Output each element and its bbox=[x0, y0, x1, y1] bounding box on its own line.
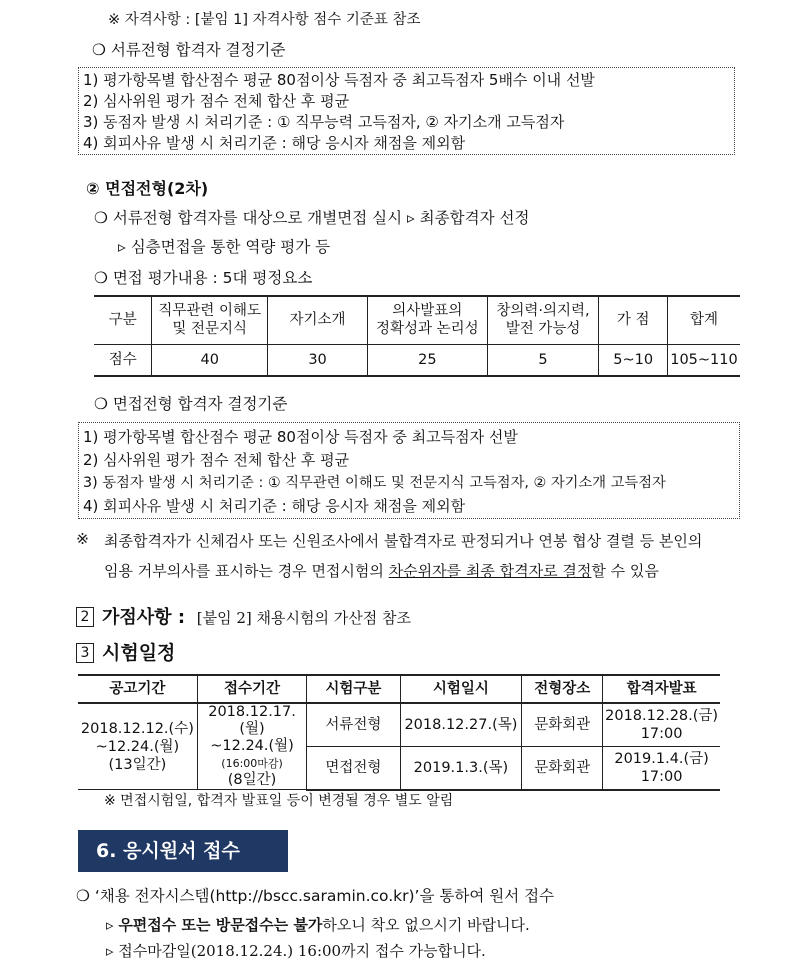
interview-line2: ▹ 심층면접을 통한 역량 평가 등 bbox=[118, 238, 331, 256]
eval-header-creativity: 창의력·의지력, 발전 가능성 bbox=[487, 296, 599, 344]
exam-type: 면접전형 bbox=[307, 746, 400, 789]
interview-criteria-heading: ❍ 면접전형 합격자 결정기준 bbox=[94, 395, 288, 413]
eval-cell: 105~110 bbox=[668, 344, 741, 376]
final-note-mark: ※ bbox=[76, 530, 89, 548]
interview-criteria-item: 1) 평가항목별 합산점수 평균 80점이상 득점자 중 최고득점자 선발 bbox=[83, 428, 518, 446]
doc-criteria-item: 4) 회피사유 발생 시 처리기준 : 해당 응시자 채점을 제외함 bbox=[83, 134, 466, 152]
schedule-table bbox=[78, 674, 720, 791]
interview-criteria-item: 2) 심사위원 평가 점수 전체 합산 후 평균 bbox=[83, 451, 350, 469]
schedule-header: 시험일시 bbox=[400, 675, 522, 703]
eval-header-label: 구분 bbox=[94, 296, 152, 344]
exam-place: 문화회관 bbox=[522, 703, 603, 746]
doc-criteria-box bbox=[78, 67, 735, 155]
interview-criteria-item: 4) 회피사유 발생 시 처리기준 : 해당 응시자 채점을 제외함 bbox=[83, 497, 466, 515]
schedule-header: 공고기간 bbox=[78, 675, 197, 703]
schedule-header: 합격자발표 bbox=[603, 675, 720, 703]
final-note-line1: 최종합격자가 신체검사 또는 신원조사에서 불합격자로 판정되거나 연봉 협상 결렬 등 본인의 bbox=[104, 532, 703, 550]
eval-header-bonus: 가 점 bbox=[599, 296, 668, 344]
doc-criteria-item: 3) 동점자 발생 시 처리기준 : ① 직무능력 고득점자, ② 자기소개 고득점자 bbox=[83, 113, 565, 131]
eval-cell: 40 bbox=[152, 344, 268, 376]
exam-place: 문화회관 bbox=[522, 746, 603, 789]
exam-date: 2019.1.3.(목) bbox=[400, 746, 522, 789]
receipt-period: 2018.12.17.(월) ~12.24.(월) (16:00마감) (8일간) bbox=[197, 703, 307, 790]
eval-cell: 25 bbox=[368, 344, 488, 376]
announcement: 2019.1.4.(금) 17:00 bbox=[603, 746, 720, 789]
schedule-section bbox=[76, 638, 175, 665]
section6-title: 6. 응시원서 접수 bbox=[78, 830, 288, 872]
eval-header-total: 합계 bbox=[668, 296, 741, 344]
eval-header-logic: 의사발표의 정확성과 논리성 bbox=[368, 296, 488, 344]
schedule-header: 전형장소 bbox=[522, 675, 603, 703]
eval-cell: 30 bbox=[268, 344, 368, 376]
final-note-line2: 임용 거부의사를 표시하는 경우 면접시험의 차순위자를 최종 합격자로 결정할 수 있음 bbox=[104, 562, 659, 580]
exam-date: 2018.12.27.(목) bbox=[400, 703, 522, 746]
eval-cell: 5 bbox=[487, 344, 599, 376]
bonus-desc: [붙임 2] 채용시험의 가산점 참조 bbox=[196, 609, 411, 627]
eval-row-label: 점수 bbox=[94, 344, 152, 376]
eval-header-intro: 자기소개 bbox=[268, 296, 368, 344]
interview-line1: ❍ 서류전형 합격자를 대상으로 개별면접 실시 ▹ 최종합격자 선정 bbox=[94, 209, 530, 227]
interview-eval-heading: ❍ 면접 평가내용 : 5대 평정요소 bbox=[94, 269, 313, 287]
interview-criteria-item: 3) 동점자 발생 시 처리기준 : ① 직무관련 이해도 및 전문지식 고득점자, ② 자기소개 고득점자 bbox=[83, 475, 666, 491]
bonus-section bbox=[76, 603, 411, 629]
bonus-title: 가점사항 : bbox=[102, 607, 186, 628]
notice-period: 2018.12.12.(수) ~12.24.(월) (13일간) bbox=[78, 703, 197, 790]
eval-header-knowledge: 직무관련 이해도 및 전문지식 bbox=[152, 296, 268, 344]
schedule-num: 3 bbox=[76, 643, 94, 663]
doc-criteria-item: 1) 평가항목별 합산점수 평균 80점이상 득점자 중 최고득점자 5배수 이내 선발 bbox=[83, 71, 595, 89]
doc-criteria-heading: ❍ 서류전형 합격자 결정기준 bbox=[92, 41, 286, 59]
interview-criteria-box bbox=[78, 422, 740, 519]
section6-line2: ▹ 우편접수 또는 방문접수는 불가하오니 착오 없으시기 바랍니다. bbox=[106, 916, 530, 934]
schedule-title: 시험일정 bbox=[102, 642, 176, 664]
section6-line3: ▹ 접수마감일(2018.12.24.) 16:00까지 접수 가능합니다. bbox=[106, 942, 486, 960]
qualification-note: ※ 자격사항 : [붙임 1] 자격사항 점수 기준표 참조 bbox=[108, 12, 421, 28]
announcement: 2018.12.28.(금) 17:00 bbox=[603, 703, 720, 746]
schedule-header: 시험구분 bbox=[307, 675, 400, 703]
schedule-header: 접수기간 bbox=[197, 675, 307, 703]
schedule-note: ※ 면접시험일, 합격자 발표일 등이 변경될 경우 별도 알림 bbox=[104, 793, 454, 809]
exam-type: 서류전형 bbox=[307, 703, 400, 746]
interview-heading: ② 면접전형(2차) bbox=[86, 179, 209, 198]
eval-cell: 5~10 bbox=[599, 344, 668, 376]
section6-line1: ❍ ‘채용 전자시스템(http://bscc.saramin.co.kr)’을 통하여 원서 접수 bbox=[76, 887, 555, 905]
doc-criteria-item: 2) 심사위원 평가 점수 전체 합산 후 평균 bbox=[83, 92, 350, 110]
interview-eval-table bbox=[94, 295, 740, 377]
bonus-num: 2 bbox=[76, 607, 94, 627]
